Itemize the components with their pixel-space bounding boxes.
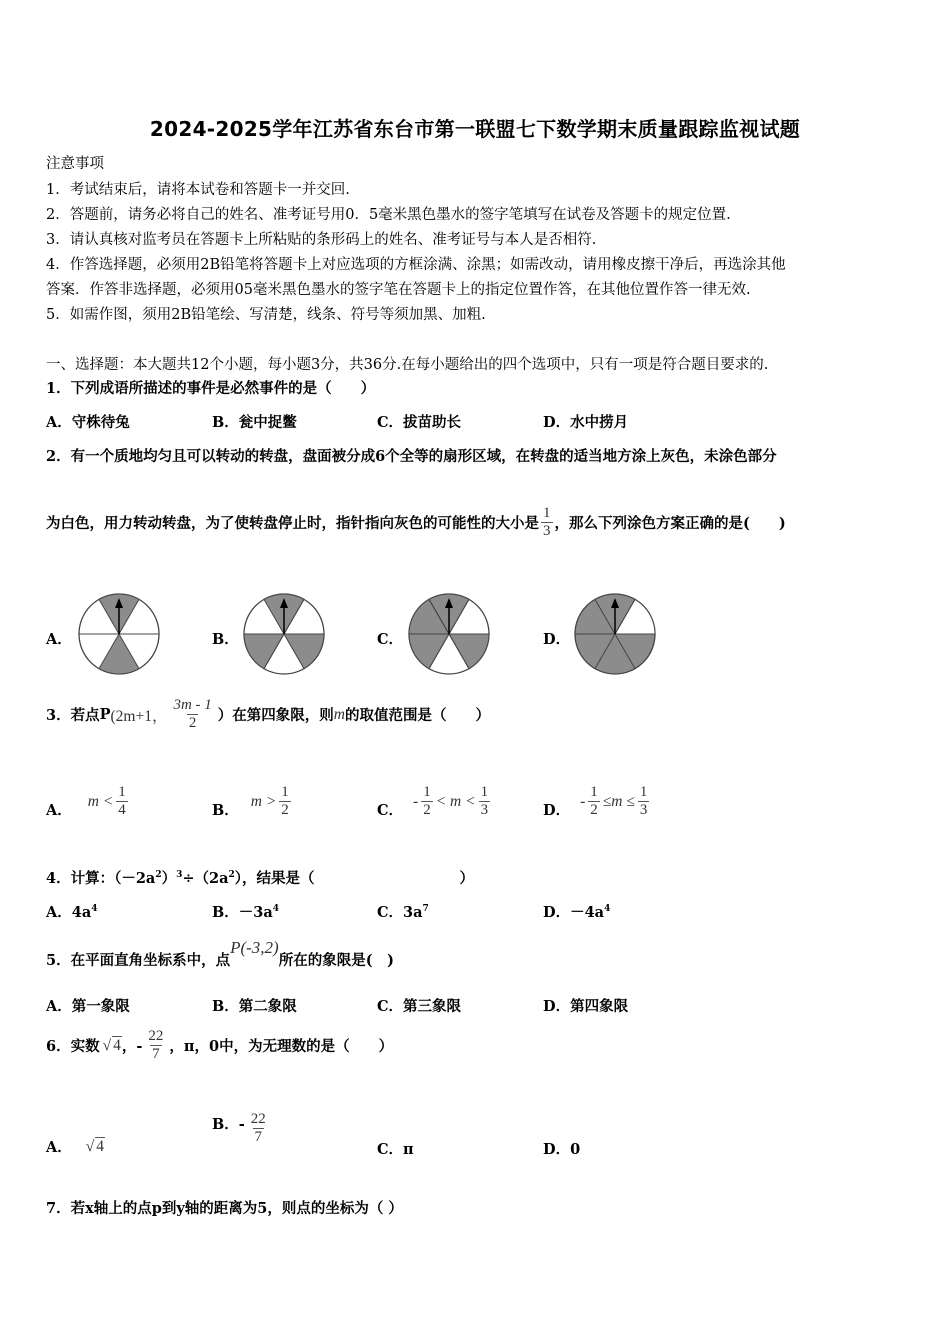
spinner-option-a[interactable] <box>77 592 161 676</box>
option-text: B．－3a <box>212 904 273 921</box>
section-heading: 一、选择题：本大题共12个小题，每小题3分，共36分.在每小题给出的四个选项中，只有一项是符合题目要求的. <box>46 357 769 373</box>
notice-item: 答案．作答非选择题，必须用05毫米黑色墨水的签字笔在答题卡上的指定位置作答，在其他位置作答一律无效. <box>46 282 751 298</box>
option-label: C． <box>377 801 404 819</box>
q5-option-c[interactable]: C．第三象限 <box>377 998 462 1015</box>
q3-point-name: P <box>99 706 111 724</box>
question-5-stem <box>46 938 394 970</box>
spinner-option-c[interactable] <box>407 592 491 676</box>
q2-option-a-label[interactable]: A． <box>46 631 72 648</box>
q6-stem-part: 6．实数 <box>46 1038 100 1056</box>
question-2-stem-line2 <box>46 505 786 541</box>
option-text: C．3a <box>377 904 423 921</box>
fraction-denominator: 7 <box>254 1129 263 1146</box>
option-fraction <box>479 784 491 820</box>
q4-exponent: 2 <box>228 870 235 881</box>
q3-stem-part: 的取值范围是（ ） <box>345 707 490 725</box>
fraction-numerator: 22 <box>250 1111 266 1127</box>
q2-option-b-label[interactable]: B． <box>212 631 239 648</box>
fraction-denominator: 4 <box>118 802 126 819</box>
q5-option-d[interactable]: D．第四象限 <box>543 998 629 1015</box>
q6-stem-part: ，π，0中，为无理数的是（ ） <box>169 1038 394 1056</box>
q4-stem-part: 4．计算：（－2a <box>46 870 156 887</box>
option-fraction <box>638 784 650 820</box>
q5-point: P(-3,2) <box>230 938 279 957</box>
page-title: 2024-2025学年江苏省东台市第一联盟七下数学期末质量跟踪监视试题 <box>149 117 801 141</box>
option-expr: - <box>580 792 586 810</box>
q6-option-c[interactable]: C．π <box>377 1141 414 1158</box>
q2-option-d-label[interactable]: D． <box>543 631 571 648</box>
fraction-numerator: 1 <box>639 784 648 800</box>
fraction-numerator: 1 <box>480 784 489 800</box>
q6-stem-part: ，- <box>121 1038 143 1056</box>
notice-heading: 注意事项 <box>46 156 104 172</box>
fraction-numerator: 1 <box>423 784 431 800</box>
fraction-numerator: 3m - 1 <box>173 697 212 713</box>
fraction-numerator: 22 <box>148 1028 164 1044</box>
q4-stem-part: ），结果是（ ） <box>234 870 475 887</box>
option-label: A． <box>46 1139 72 1156</box>
option-text: D．－4a <box>543 904 605 921</box>
option-fraction <box>279 784 291 820</box>
fraction-numerator: 1 <box>281 784 289 800</box>
option-expr: m < <box>87 792 114 810</box>
q6-option-d[interactable]: D．0 <box>543 1141 581 1158</box>
q6-sqrt: √ 4 <box>102 1037 121 1055</box>
sqrt-radicand: 4 <box>96 1138 105 1155</box>
question-1-stem: 1．下列成语所描述的事件是必然事件的是（ ） <box>46 380 376 397</box>
notice-item: 1．考试结束后，请将本试卷和答题卡一并交回. <box>46 182 350 198</box>
notice-item: 5．如需作图，须用2B铅笔绘、写清楚，线条、符号等须加黑、加粗. <box>46 307 486 323</box>
question-2-stem-line1: 2．有一个质地均匀且可以转动的转盘，盘面被分成6个全等的扇形区域，在转盘的适当地方涂上灰色，未涂色部分 <box>46 448 777 465</box>
fraction-denominator: 2 <box>590 802 598 819</box>
notice-item: 4．作答选择题，必须用2B铅笔将答题卡上对应选项的方框涂满、涂黑；如需改动，请用橡皮擦干净后，再选涂其他 <box>46 257 786 273</box>
q1-option-a[interactable]: A．守株待兔 <box>46 414 130 431</box>
q3-option-a[interactable] <box>46 784 128 820</box>
option-exponent: 4 <box>604 904 611 915</box>
fraction-numerator: 1 <box>543 505 551 521</box>
q1-option-d[interactable]: D．水中捞月 <box>543 414 629 431</box>
spinner-option-b[interactable] <box>242 592 326 676</box>
q3-stem-part: 3．若点 <box>46 707 100 725</box>
q4-stem-part: ÷（2a <box>182 870 229 887</box>
option-fraction <box>588 784 600 820</box>
q4-option-b[interactable] <box>212 901 279 922</box>
fraction-denominator: 2 <box>188 715 197 732</box>
question-6-stem <box>46 1028 393 1064</box>
q4-stem-part: ） <box>161 870 177 887</box>
fraction-denominator: 3 <box>543 523 551 540</box>
q3-stem-part: ）在第四象限，则 <box>217 707 334 725</box>
q3-option-d[interactable] <box>543 784 649 820</box>
q5-stem-part: 5．在平面直角坐标系中，点 <box>46 952 231 969</box>
option-expr: m > <box>250 792 277 810</box>
fraction-denominator: 3 <box>480 802 489 819</box>
option-exponent: 4 <box>272 904 280 915</box>
option-label: B．- <box>212 1115 245 1133</box>
option-fraction <box>421 784 433 820</box>
fraction-numerator: 1 <box>590 784 598 800</box>
option-exponent: 4 <box>91 904 98 915</box>
question-4-stem <box>46 867 474 888</box>
q6-fraction <box>146 1028 165 1064</box>
q3-coord-y-fraction <box>171 697 213 733</box>
q2-probability-fraction <box>541 505 553 541</box>
option-expr: - <box>413 792 419 810</box>
option-text: A．4a <box>46 904 92 921</box>
fraction-denominator: 3 <box>639 802 648 819</box>
q5-stem-part: 所在的象限是( ) <box>278 952 394 969</box>
option-sqrt: √ 4 <box>85 1138 105 1155</box>
q3-option-c[interactable] <box>377 784 490 820</box>
q6-option-a[interactable] <box>46 1136 105 1157</box>
notice-item: 3．请认真核对监考员在答题卡上所粘贴的条形码上的姓名、准考证号与本人是否相符. <box>46 232 597 248</box>
fraction-numerator: 1 <box>118 784 126 800</box>
option-expr: < m < <box>435 792 476 810</box>
option-label: D． <box>543 801 571 819</box>
q3-coord-x: (2m+1， <box>110 707 168 725</box>
q2-stem-part: ，那么下列涂色方案正确的是( ) <box>554 515 786 533</box>
fraction-denominator: 2 <box>423 802 431 819</box>
fraction-denominator: 7 <box>152 1046 160 1063</box>
spinner-option-d[interactable] <box>573 592 657 676</box>
question-7-stem: 7．若x轴上的点p到y轴的距离为5，则点的坐标为（ ） <box>46 1200 403 1217</box>
q2-stem-part: 为白色，用力转动转盘，为了使转盘停止时，指针指向灰色的可能性的大小是 <box>46 515 539 533</box>
q2-option-c-label[interactable]: C． <box>377 631 404 648</box>
q6-option-b[interactable] <box>212 1111 268 1147</box>
q3-option-b[interactable] <box>212 784 291 820</box>
option-label: B． <box>212 801 239 819</box>
notice-item: 2．答题前，请务必将自己的姓名、准考证号用0．5毫米黑色墨水的签字笔填写在试卷及答题卡的规定位置. <box>46 207 731 223</box>
option-expr: ≤m ≤ <box>602 792 635 810</box>
q4-exponent: 2 <box>155 870 162 881</box>
q5-option-a[interactable]: A．第一象限 <box>46 998 130 1015</box>
q4-option-d[interactable] <box>543 901 610 922</box>
sqrt-radicand: 4 <box>113 1037 121 1055</box>
q5-option-b[interactable]: B．第二象限 <box>212 998 297 1015</box>
q1-option-b[interactable]: B．瓮中捉鳖 <box>212 414 297 431</box>
q4-option-a[interactable] <box>46 901 98 922</box>
option-exponent: 7 <box>422 904 429 915</box>
question-3-stem <box>46 697 490 733</box>
q3-variable: m <box>333 705 345 723</box>
q1-option-c[interactable]: C．拔苗助长 <box>377 414 462 431</box>
option-fraction <box>116 784 128 820</box>
q4-option-c[interactable] <box>377 901 429 922</box>
fraction-denominator: 2 <box>281 802 289 819</box>
q4-exponent: 3 <box>176 870 183 881</box>
option-label: A． <box>46 801 72 819</box>
option-fraction <box>249 1111 268 1147</box>
